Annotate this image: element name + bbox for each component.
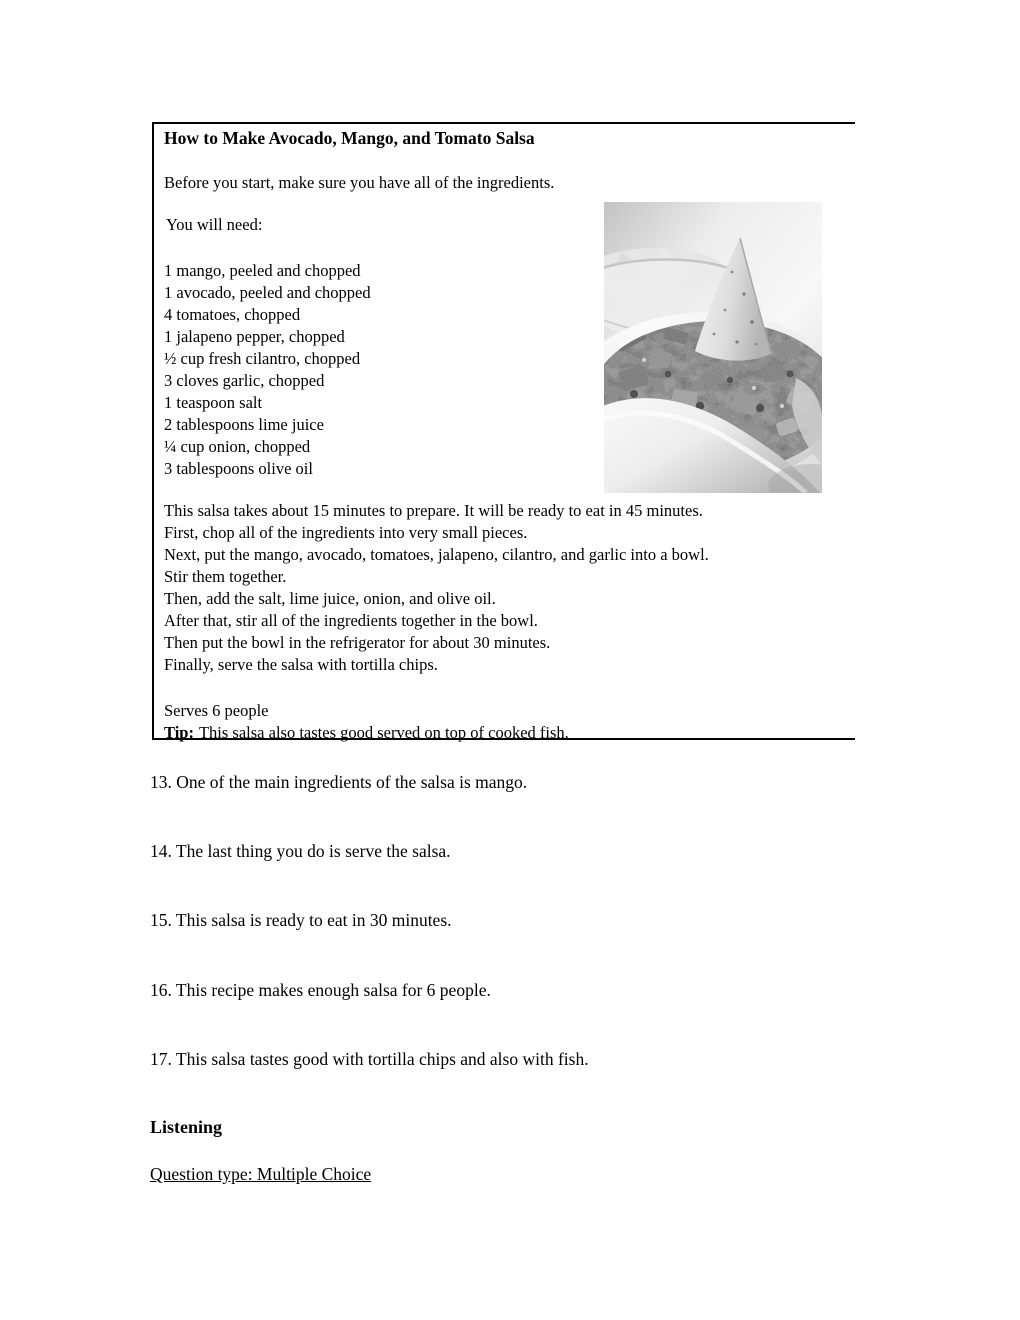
ingredient-item: 3 cloves garlic, chopped: [164, 371, 325, 390]
statement-16: 16. This recipe makes enough salsa for 6 people.: [150, 980, 491, 1000]
ingredient-item: 4 tomatoes, chopped: [164, 305, 301, 324]
ingredient-item: ½ cup fresh cilantro, chopped: [164, 349, 361, 368]
ingredient-item: 2 tablespoons lime juice: [164, 415, 324, 434]
ingredient-item: 1 teaspoon salt: [164, 393, 263, 412]
statement-17: 17. This salsa tastes good with tortilla chips and also with fish.: [150, 1049, 589, 1069]
statement-15: 15. This salsa is ready to eat in 30 minutes.: [150, 910, 452, 930]
recipe-step: Next, put the mango, avocado, tomatoes, jalapeno, cilantro, and garlic into a bowl.: [164, 545, 709, 564]
recipe-intro: Before you start, make sure you have all of the ingredients.: [164, 173, 555, 192]
tip-line: [164, 723, 569, 743]
recipe-step: Then, add the salt, lime juice, onion, and olive oil.: [164, 589, 496, 608]
recipe-title: How to Make Avocado, Mango, and Tomato Salsa: [164, 128, 535, 148]
statement-14: 14. The last thing you do is serve the salsa.: [150, 841, 451, 861]
recipe-step: Then put the bowl in the refrigerator for about 30 minutes.: [164, 633, 551, 652]
statement-13: 13. One of the main ingredients of the salsa is mango.: [150, 772, 528, 792]
recipe-step: First, chop all of the ingredients into very small pieces.: [164, 523, 528, 542]
ingredients-label: You will need:: [166, 215, 263, 234]
tip-label: Tip:: [164, 723, 194, 742]
salsa-photo: [604, 202, 822, 493]
tip-text: This salsa also tastes good served on top of cooked fish.: [198, 723, 569, 742]
ingredient-item: ¼ cup onion, chopped: [164, 437, 311, 456]
serves-line: Serves 6 people: [164, 701, 269, 720]
ingredient-item: 1 jalapeno pepper, chopped: [164, 327, 345, 346]
recipe-card: [152, 122, 855, 740]
ingredient-item: 1 mango, peeled and chopped: [164, 261, 361, 280]
question-type-line: Question type: Multiple Choice: [150, 1164, 372, 1184]
ingredient-item: 1 avocado, peeled and chopped: [164, 283, 371, 302]
recipe-step: This salsa takes about 15 minutes to prepare. It will be ready to eat in 45 minutes.: [164, 501, 703, 520]
listening-heading: Listening: [150, 1117, 223, 1137]
recipe-step: After that, stir all of the ingredients together in the bowl.: [164, 611, 538, 630]
ingredients-list: [164, 260, 371, 480]
ingredient-item: 3 tablespoons olive oil: [164, 459, 313, 478]
recipe-step: Finally, serve the salsa with tortilla chips.: [164, 655, 438, 674]
recipe-steps: [164, 500, 709, 676]
recipe-step: Stir them together.: [164, 567, 287, 586]
